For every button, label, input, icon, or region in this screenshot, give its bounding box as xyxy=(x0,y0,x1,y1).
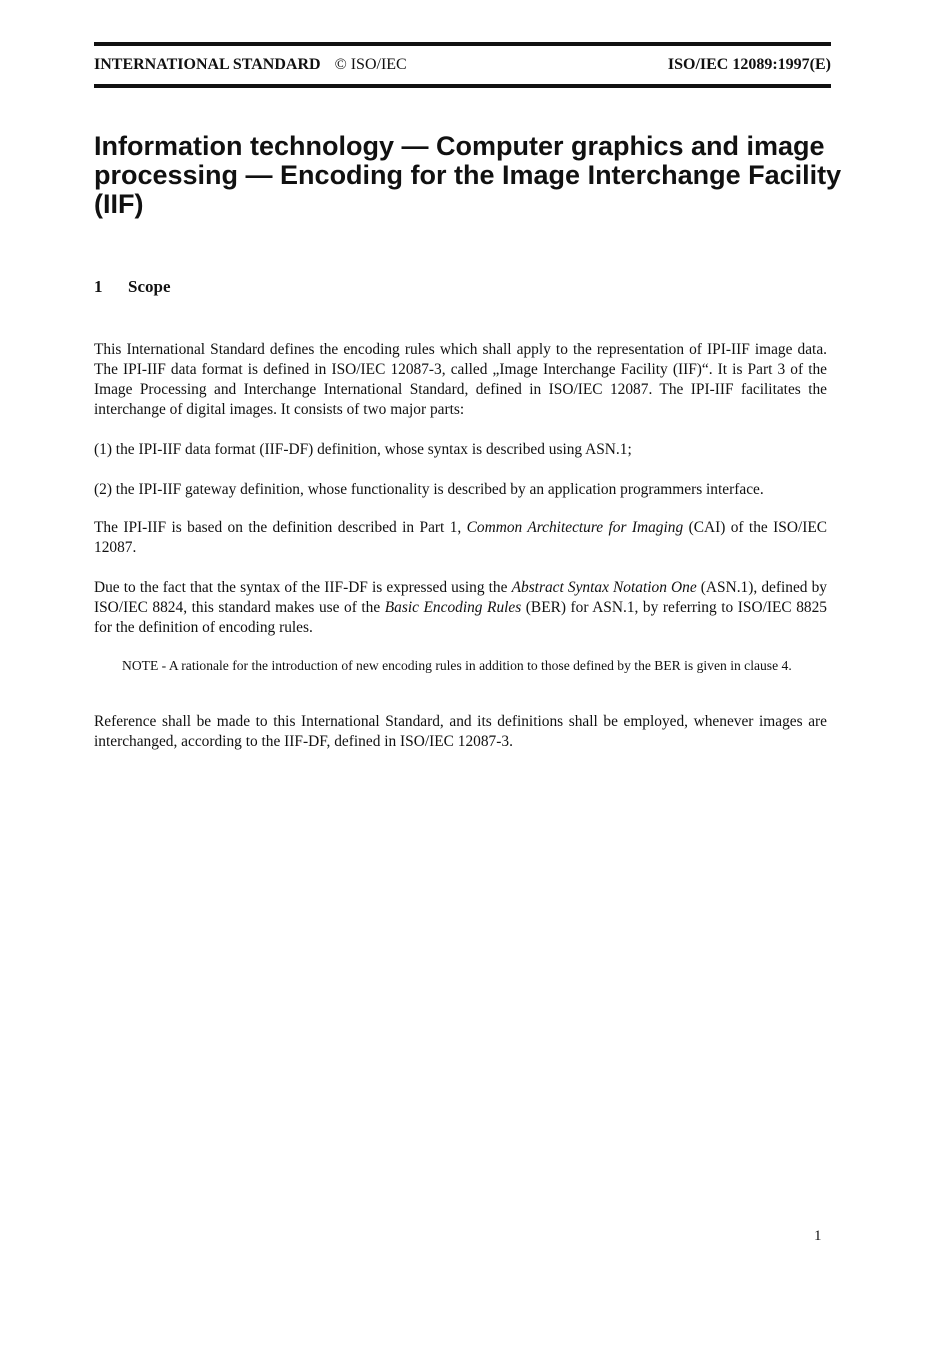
paragraph-cai xyxy=(94,518,827,558)
paragraph-list-item-1: (1) the IPI-IIF data format (IIF-DF) definition, whose syntax is described using ASN.1; xyxy=(94,441,632,458)
section-title: Scope xyxy=(128,277,171,296)
page-number: 1 xyxy=(814,1228,822,1244)
p5-italic-ber: Basic Encoding Rules xyxy=(384,599,522,616)
paragraph-list-item-2: (2) the IPI-IIF gateway definition, whose functionality is described by an application programmers interface. xyxy=(94,481,764,498)
header-copyright: © ISO/IEC xyxy=(334,56,407,73)
header-standard-label: INTERNATIONAL STANDARD xyxy=(94,56,321,73)
title-line-1: Information technology — Computer graphics and image xyxy=(94,131,825,161)
note: NOTE - A rationale for the introduction of new encoding rules in addition to those defined by the BER is given in clause 4. xyxy=(122,658,792,673)
p5-text-a: Due to the fact that the syntax of the IIF-DF is expressed using the xyxy=(94,579,512,596)
header-left xyxy=(94,56,407,74)
paragraph-asn1 xyxy=(94,578,827,638)
section-number: 1 xyxy=(94,277,103,296)
p5-text-c: (ASN.1), defined by ISO/IEC 8824, this standard makes use of the xyxy=(94,579,827,616)
title-line-3: (IIF) xyxy=(94,189,144,219)
section-heading xyxy=(94,277,171,297)
p4-italic-cai: Common Architecture for Imaging xyxy=(466,519,684,536)
header-top-rule xyxy=(94,42,831,46)
paragraph-intro: This International Standard defines the encoding rules which shall apply to the representation of IPI-IIF image data. The IPI-IIF data format is defined in ISO/IEC 12087-3, called „Image Interchange Facility (IIF)“. It is Part 3 of the Image Processing and Interchange International Standard, defined in ISO/IEC 12087. The IPI-IIF facilitates the interchange of digital images. It consists of two major parts: xyxy=(94,341,827,418)
running-header xyxy=(94,56,831,80)
header-bottom-rule xyxy=(94,84,831,88)
header-doc-id: ISO/IEC 12089:1997(E) xyxy=(667,56,831,73)
title-line-2: processing — Encoding for the Image Interchange Facility xyxy=(94,160,842,190)
paragraph-reference: Reference shall be made to this International Standard, and its definitions shall be employed, whenever images are interchanged, according to the IIF-DF, defined in ISO/IEC 12087-3. xyxy=(94,713,827,750)
p4-text-a: The IPI-IIF is based on the definition described in Part 1, xyxy=(94,519,467,536)
document-title xyxy=(94,131,842,219)
p4-text-c: (CAI) of the ISO/IEC 12087. xyxy=(94,519,827,556)
p5-text-e: (BER) for ASN.1, by referring to ISO/IEC 8825 for the definition of encoding rules. xyxy=(94,599,827,636)
p5-italic-asn1: Abstract Syntax Notation One xyxy=(511,579,697,596)
